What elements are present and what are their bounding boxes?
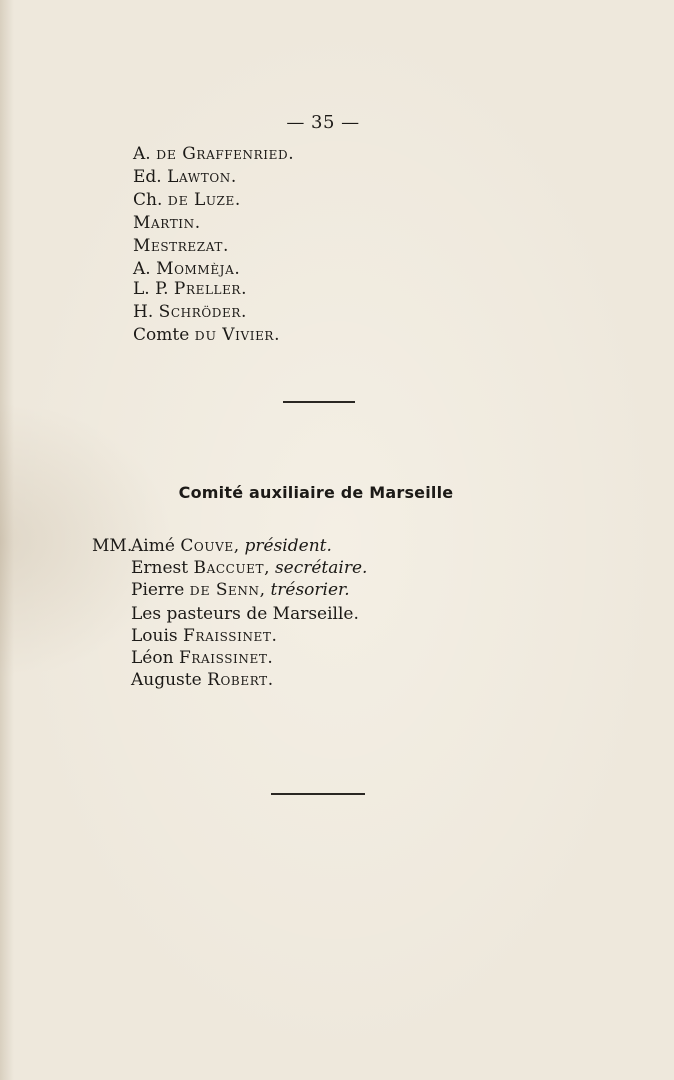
marseille-members-list <box>131 535 367 691</box>
end-divider <box>271 793 365 795</box>
member-entry: A. Mommèja. <box>133 259 240 279</box>
member-entry: Les pasteurs de Marseille. <box>131 603 359 624</box>
section-divider <box>283 401 355 403</box>
member-entry: Aimé Couve, président. <box>131 536 332 556</box>
member-entry: Comte DU Vivier. <box>133 325 280 345</box>
member-entry: Martin. <box>133 213 201 233</box>
member-entry: L. P. Preller. <box>133 279 247 299</box>
member-entry: A. DE Graffenried. <box>133 144 294 164</box>
bordeaux-members-list-a <box>133 143 294 281</box>
member-entry: Mestrezat. <box>133 236 229 256</box>
mm-label: MM. <box>92 536 133 556</box>
page-edge-shadow <box>0 0 14 1080</box>
member-entry: Léon Fraissinet. <box>131 648 274 669</box>
member-entry: Auguste Robert. <box>131 670 274 691</box>
bordeaux-members-list-b <box>133 278 279 347</box>
member-entry: H. Schröder. <box>133 302 247 322</box>
member-entry: Ch. DE Luze. <box>133 190 241 210</box>
page-number: — 35 — <box>286 112 360 133</box>
member-entry: Pierre DE Senn, trésorier. <box>131 580 350 601</box>
member-entry: Louis Fraissinet. <box>131 625 278 646</box>
member-entry: Ed. Lawton. <box>133 167 237 187</box>
member-entry: Ernest Baccuet, secrétaire. <box>131 558 368 579</box>
section-title: Comité auxiliaire de Marseille <box>178 483 454 502</box>
